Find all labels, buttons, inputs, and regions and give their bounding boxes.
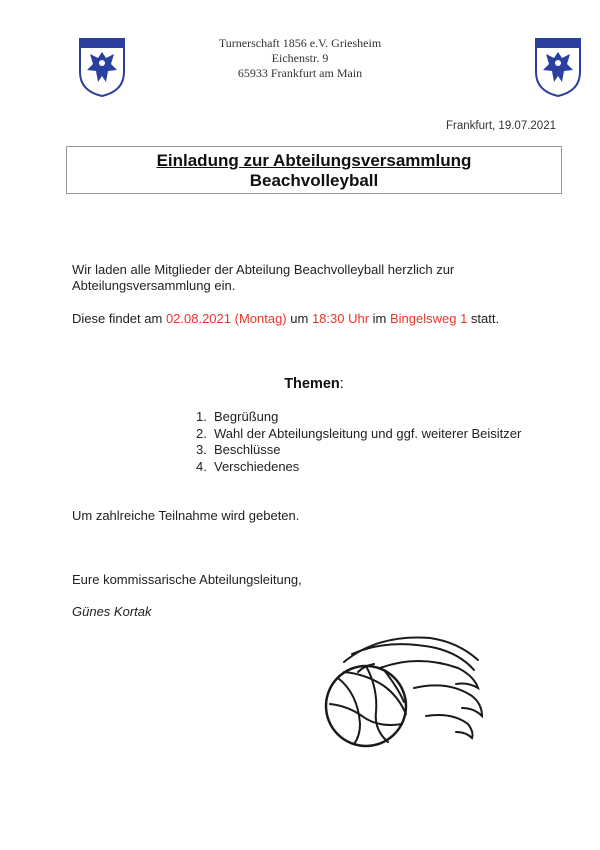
agenda-item-text: Verschiedenes — [214, 458, 300, 474]
meeting-time: 18:30 Uhr — [311, 311, 370, 326]
agenda-list — [196, 409, 521, 475]
agenda-item-number: 4. — [196, 458, 207, 474]
details-paragraph — [72, 311, 499, 327]
title-box — [66, 146, 562, 194]
club-city: 65933 Frankfurt am Main — [237, 66, 363, 80]
agenda-item-text: Beschlüsse — [214, 442, 281, 457]
title-line-1: Einladung zur Abteilungsversammlung — [156, 151, 472, 170]
agenda-item — [196, 426, 521, 443]
agenda-item — [196, 459, 521, 476]
details-prefix: Diese findet am — [72, 311, 166, 326]
participation-note: Um zahlreiche Teilnahme wird gebeten. — [72, 508, 300, 523]
details-mid-2: im — [369, 311, 390, 326]
club-name: Turnerschaft 1856 e.V. Griesheim — [218, 36, 382, 50]
club-crest-icon-right — [533, 36, 583, 98]
intro-line-1: Wir laden alle Mitglieder der Abteilung Beachvolleyball herzlich zur — [72, 262, 455, 277]
details-mid-1: um — [286, 311, 312, 326]
meeting-date: 02.08.2021 (Montag) — [165, 311, 287, 326]
regards-line: Eure kommissarische Abteilungsleitung, — [72, 572, 302, 587]
agenda-heading-colon: : — [339, 376, 344, 392]
club-address — [150, 36, 450, 81]
agenda-item-number: 1. — [196, 409, 207, 424]
agenda-heading-text: Themen — [284, 376, 340, 392]
volleyball-icon — [318, 632, 498, 752]
intro-line-2: Abteilungsversammlung ein. — [72, 278, 236, 293]
agenda-heading — [0, 376, 600, 392]
title-line-2: Beachvolleyball — [249, 171, 379, 190]
details-suffix: statt. — [467, 311, 500, 326]
agenda-item-number: 2. — [196, 425, 207, 441]
club-crest-icon-left — [77, 36, 127, 98]
club-street: Eichenstr. 9 — [271, 51, 329, 65]
signature: Günes Kortak — [72, 604, 152, 619]
agenda-item — [196, 409, 521, 426]
agenda-item-text: Begrüßung — [214, 409, 279, 424]
letter-date: Frankfurt, 19.07.2021 — [446, 120, 556, 132]
agenda-item — [196, 442, 521, 459]
meeting-place: Bingelsweg 1 — [389, 311, 468, 326]
intro-paragraph — [72, 262, 454, 294]
agenda-item-text: Wahl der Abteilungsleitung und ggf. weiterer Beisitzer — [214, 425, 522, 441]
agenda-item-number: 3. — [196, 442, 207, 457]
